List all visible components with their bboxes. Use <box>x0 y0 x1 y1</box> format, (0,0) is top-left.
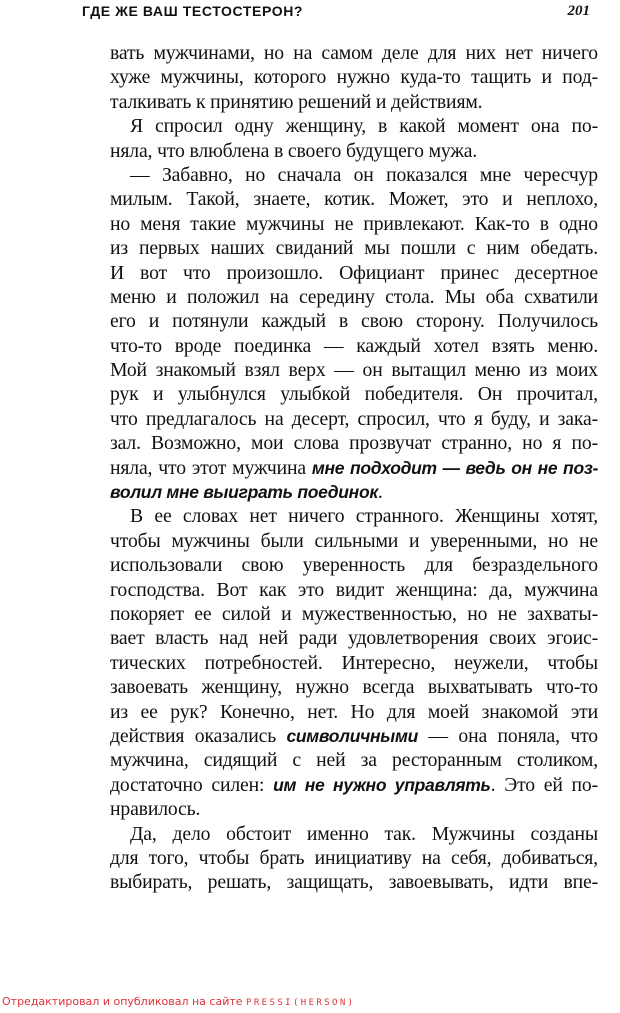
text-line: что-то вроде поединка — каждый хотел взять меню. <box>110 334 598 357</box>
text-line: тических потребностей. Интересно, неужели, чтобы <box>110 651 598 674</box>
text-line: вать мужчинами, но на самом деле для них нет ничего <box>110 42 598 64</box>
text-line: мужчина, сидящий с ней за ресторанным столиком, <box>110 749 598 772</box>
text-line: но меня такие мужчины не привлекают. Как-то в одно <box>110 212 598 235</box>
italic-emphasis: символичными <box>286 725 418 746</box>
footer-brand: PRESSI(HERSON) <box>246 998 356 1008</box>
text-line: зал. Возможно, мои слова прозвучат странно, но я по- <box>110 432 598 455</box>
page-number: 201 <box>567 3 590 19</box>
footer-text: Отредактировал и опубликовал на сайте <box>2 995 243 1008</box>
text-line: — Забавно, но сначала он показался мне чересчур <box>130 163 598 186</box>
text-line: его и потянули каждый в свою сторону. Получилось <box>110 310 598 333</box>
text-line: господства. Вот как это видит женщина: да, мужчина <box>110 578 598 601</box>
text-line: из ее рук? Конечно, нет. Но для моей знакомой эти <box>110 700 598 723</box>
text-line: использовали свою уверенность для безраздельного <box>110 554 598 577</box>
text-line: чтобы мужчины были сильными и уверенными, но не <box>110 529 598 552</box>
text-line: И вот что произошло. Официант принес десертное <box>110 261 598 284</box>
text-line: В ее словах нет ничего странного. Женщины хотят, <box>130 505 598 528</box>
text-line: Да, дело обстоит именно так. Мужчины созданы <box>130 822 598 845</box>
running-title: ГДЕ ЖЕ ВАШ ТЕСТОСТЕРОН? <box>82 3 304 19</box>
italic-emphasis: им не нужно управлять <box>273 774 491 795</box>
text-line: из первых наших свиданий мы пошли с ним обедать. <box>110 237 598 260</box>
text-line: завоевать женщину, нужно всегда выхватывать что-то <box>110 676 598 699</box>
text-line: нравилось. <box>110 798 201 821</box>
text-line: Я спросил одну женщину, в какой момент она по- <box>130 115 598 138</box>
text-line: покоряет ее силой и мужественностью, но не захваты- <box>110 602 598 625</box>
text-line: рук и улыбнулся улыбкой победителя. Он прочитал, <box>110 383 598 406</box>
text-line: достаточно силен: им не нужно управлять. Это ей по- <box>110 773 598 796</box>
text-line: няла, что этот мужчина мне подходит — ведь он не поз- <box>110 456 598 479</box>
text-line: милым. Такой, знаете, котик. Может, это и неплохо, <box>110 188 598 211</box>
italic-emphasis: мне подходит — ведь он не поз- <box>311 457 598 478</box>
page-body <box>110 41 598 895</box>
text-line: вает власть над ней ради удовлетворения своих эгоис- <box>110 627 598 650</box>
italic-emphasis: волил мне выиграть поединок <box>110 482 378 503</box>
text-line: няла, что влюблена в своего будущего мужа. <box>110 139 478 162</box>
text-line: выбирать, решать, защищать, завоевывать, идти впе- <box>110 871 598 894</box>
text-line: для того, чтобы брать инициативу на себя, добиваться, <box>110 846 598 869</box>
text-line: хуже мужчины, которого нужно куда-то тащить и под- <box>110 66 598 89</box>
text-line: Мой знакомый взял верх — он вытащил меню из моих <box>110 359 598 382</box>
running-header <box>82 0 590 22</box>
text-line: что предлагалось на десерт, спросил, что я буду, и зака- <box>110 407 598 430</box>
text-line: меню и положил на середину стола. Мы оба схватили <box>110 285 598 308</box>
publisher-footer <box>2 994 602 1010</box>
text-line: действия оказались символичными — она поняла, что <box>110 724 598 747</box>
text-line: волил мне выиграть поединок. <box>110 481 383 504</box>
text-line: талкивать к принятию решений и действиям. <box>110 90 483 113</box>
